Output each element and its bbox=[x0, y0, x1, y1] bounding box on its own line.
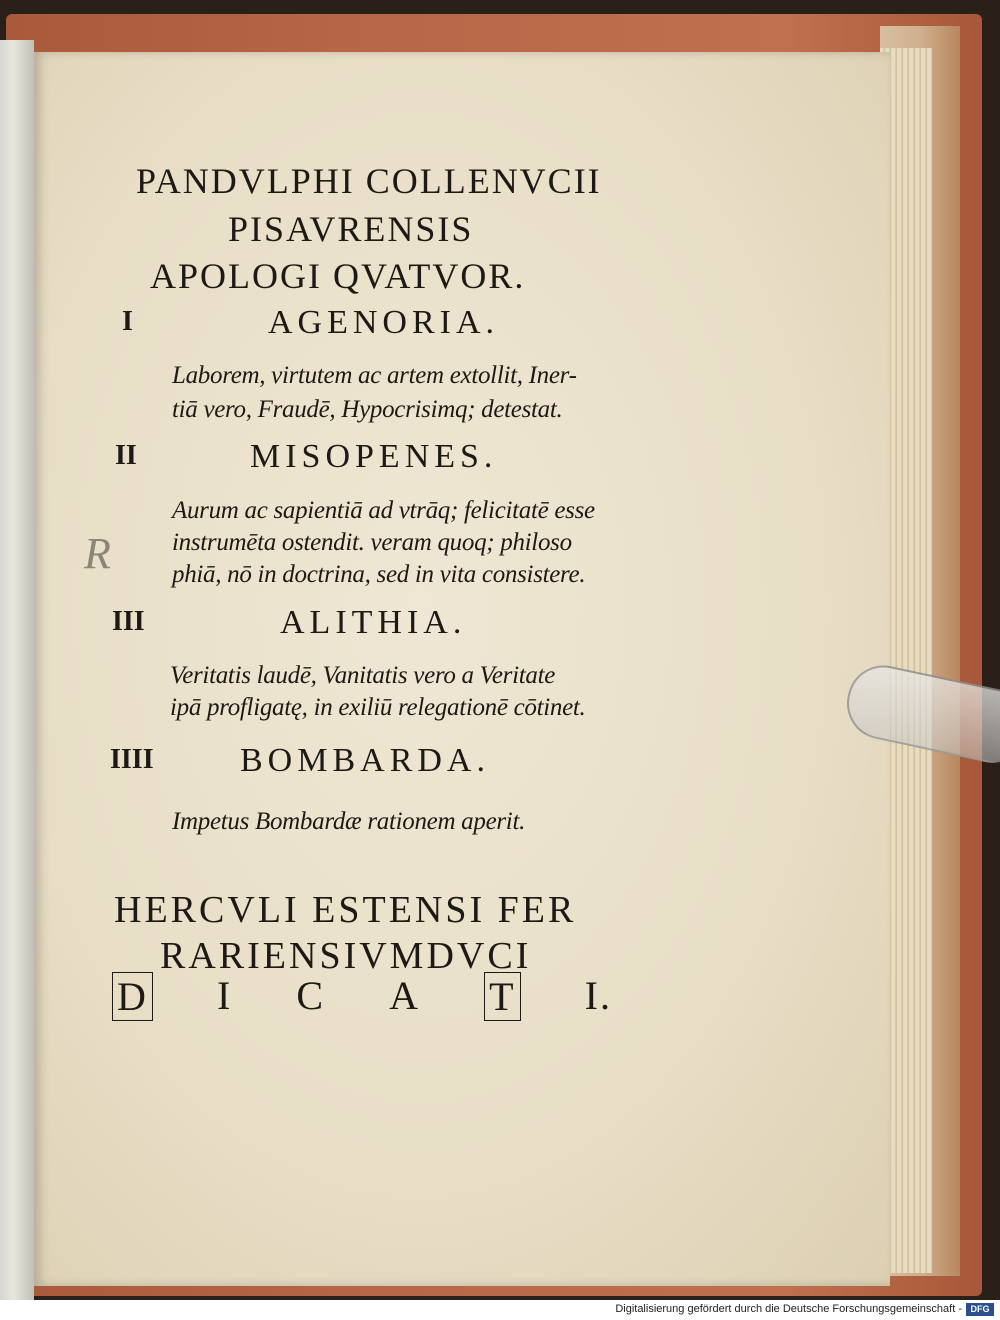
apologue-1-name: AGENORIA. bbox=[268, 304, 500, 341]
apologue-3-summary-line-2: ipā profligatę, in exiliū relegationē cōtinet. bbox=[170, 694, 586, 721]
apologue-2-summary-line-3: phiā, nō in doctrina, sed in vita consistere. bbox=[172, 561, 586, 588]
apologue-2-numeral: II bbox=[115, 440, 137, 471]
dedication-letter: I. bbox=[584, 973, 612, 1018]
dedication-letter: C bbox=[296, 973, 326, 1018]
apologue-3-name: ALITHIA. bbox=[280, 604, 467, 641]
apologue-4-numeral: IIII bbox=[110, 744, 154, 775]
apologue-1-summary-line-1: Laborem, virtutem ac artem extollit, Iner- bbox=[172, 362, 577, 389]
dfg-logo-icon: DFG bbox=[966, 1303, 994, 1316]
dedication-letter: T bbox=[484, 972, 520, 1021]
apologue-1-numeral: I bbox=[122, 306, 133, 337]
apologue-3-numeral: III bbox=[112, 606, 145, 637]
apologue-2-summary-line-1: Aurum ac sapientiā ad vtrāq; felicitatē esse bbox=[172, 497, 595, 524]
dedication-letter: D bbox=[112, 972, 153, 1021]
dedication-line-1: HERCVLI ESTENSI FER bbox=[114, 889, 577, 931]
apologue-2-name: MISOPENES. bbox=[250, 438, 498, 475]
apologue-1-summary-line-2: tiā vero, Fraudē, Hypocrisimq; detestat. bbox=[172, 396, 563, 423]
title-line-1: PANDVLPHI COLLENVCII bbox=[136, 161, 602, 201]
dedication-line-2: RARIENSIVMDVCI bbox=[160, 935, 532, 977]
show-through bbox=[590, 282, 850, 1002]
apologue-2-summary-line-2: instrumēta ostendit. veram quoq; philoso bbox=[172, 529, 572, 556]
apologue-3-summary-line-1: Veritatis laudē, Vanitatis vero a Veritate bbox=[170, 662, 556, 689]
footer-bar bbox=[0, 1300, 1000, 1320]
book-gutter bbox=[0, 40, 34, 1300]
dedication-line-3 bbox=[112, 972, 612, 1021]
dedication-letter: A bbox=[389, 973, 421, 1018]
title-line-2: PISAVRENSIS bbox=[228, 209, 474, 249]
funding-credit: Digitalisierung gefördert durch die Deutsche Forschungsgemeinschaft - bbox=[615, 1303, 962, 1315]
dedication-letter: I bbox=[216, 973, 233, 1018]
title-line-3: APOLOGI QVATVOR. bbox=[150, 256, 526, 296]
apologue-4-summary-line-1: Impetus Bombardæ rationem aperit. bbox=[172, 808, 526, 835]
apologue-4-name: BOMBARDA. bbox=[240, 742, 490, 779]
pencil-annotation: R bbox=[84, 529, 111, 578]
